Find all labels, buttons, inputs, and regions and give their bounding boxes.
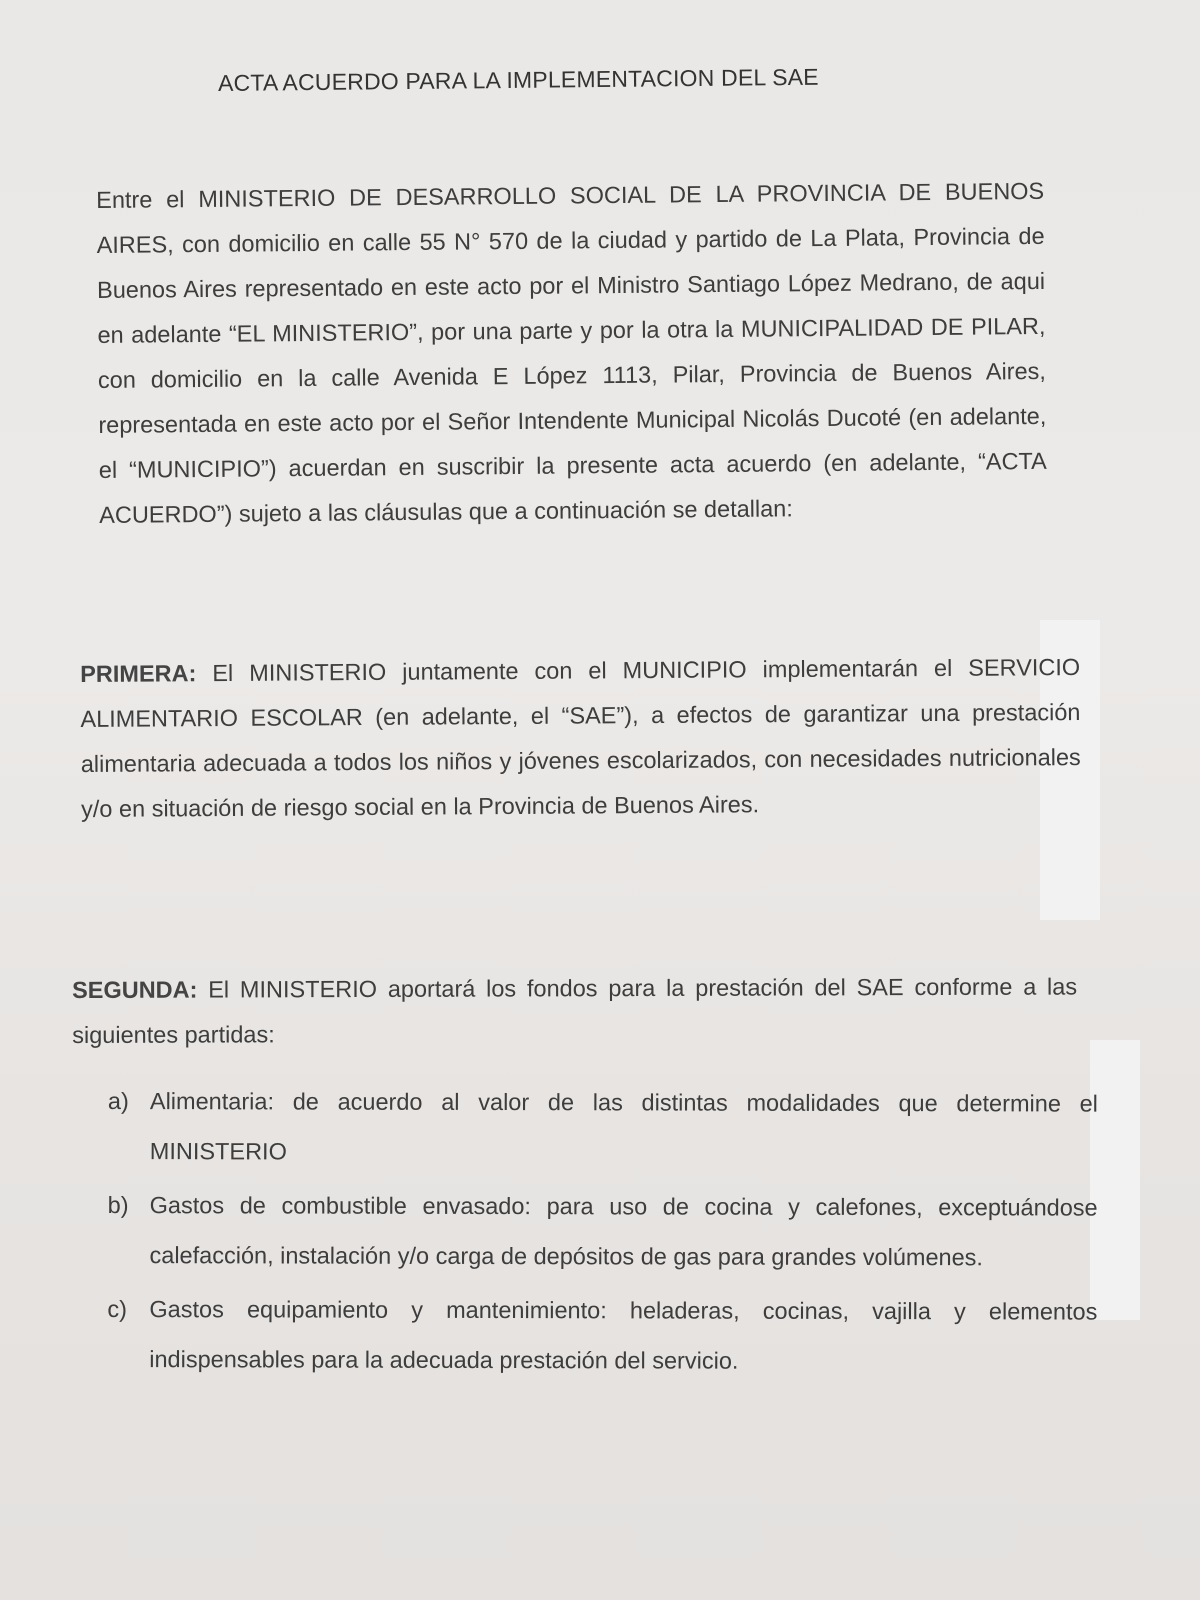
partidas-list bbox=[107, 1076, 1098, 1391]
clause-text: El MINISTERIO aportará los fondos para la prestación del SAE conforme a las siguientes partidas: bbox=[72, 973, 1078, 1048]
clause-segunda bbox=[72, 964, 1077, 1058]
clause-lead: PRIMERA: bbox=[80, 660, 197, 687]
list-item-text: Gastos equipamiento y mantenimiento: heladeras, cocinas, vajilla y elementos indispensables para la adecuada prestación del servicio. bbox=[149, 1296, 1098, 1374]
list-item-letter: c) bbox=[107, 1295, 128, 1323]
clause-primera bbox=[80, 645, 1081, 832]
list-item-text: Alimentaria: de acuerdo al valor de las distintas modalidades que determine el MINISTERIO bbox=[149, 1088, 1098, 1165]
list-item-letter: b) bbox=[107, 1191, 129, 1219]
document-title: ACTA ACUERDO PARA LA IMPLEMENTACION DEL SAE bbox=[217, 63, 819, 96]
list-item-text: Gastos de combustible envasado: para uso de cocina y calefones, exceptuándose calefacción, instalación y/o carga de depósitos de gas para grandes volúmenes. bbox=[149, 1192, 1098, 1271]
clause-text: El MINISTERIO juntamente con el MUNICIPIO implementarán el SERVICIO ALIMENTARIO ESCOLAR (en adelante, el “SAE”), a efectos de garantizar una prestación alimentaria adecuada a todos los niños y jóvenes escolarizados, con necesidades nutricionales y/o en situación de riesgo social en la Provincia de Buenos Aires. bbox=[80, 654, 1081, 822]
list-item bbox=[107, 1284, 1097, 1387]
list-item bbox=[107, 1180, 1097, 1283]
intro-text: Entre el MINISTERIO DE DESARROLLO SOCIAL DE LA PROVINCIA DE BUENOS AIRES, con domicilio en calle 55 N° 570 de la ciudad y partido de La Plata, Provincia de Buenos Aires representado en este acto por el Ministro Santiago López Medrano, de aqui en adelante “EL MINISTERIO”, por una parte y por la otra la MUNICIPALIDAD DE PILAR, con domicilio en la calle Avenida E López 1113, Pilar, Provincia de Buenos Aires, representada en este acto por el Señor Intendente Municipal Nicolás Ducoté (en adelante, el “MUNICIPIO”) acuerdan en suscribir la presente acta acuerdo (en adelante, “ACTA ACUERDO”) sujeto a las cláusulas que a continuación se detallan: bbox=[96, 177, 1047, 528]
list-item-letter: a) bbox=[107, 1088, 129, 1115]
list-item bbox=[108, 1076, 1098, 1179]
clause-lead: SEGUNDA: bbox=[72, 976, 198, 1003]
intro-paragraph bbox=[96, 169, 1047, 538]
